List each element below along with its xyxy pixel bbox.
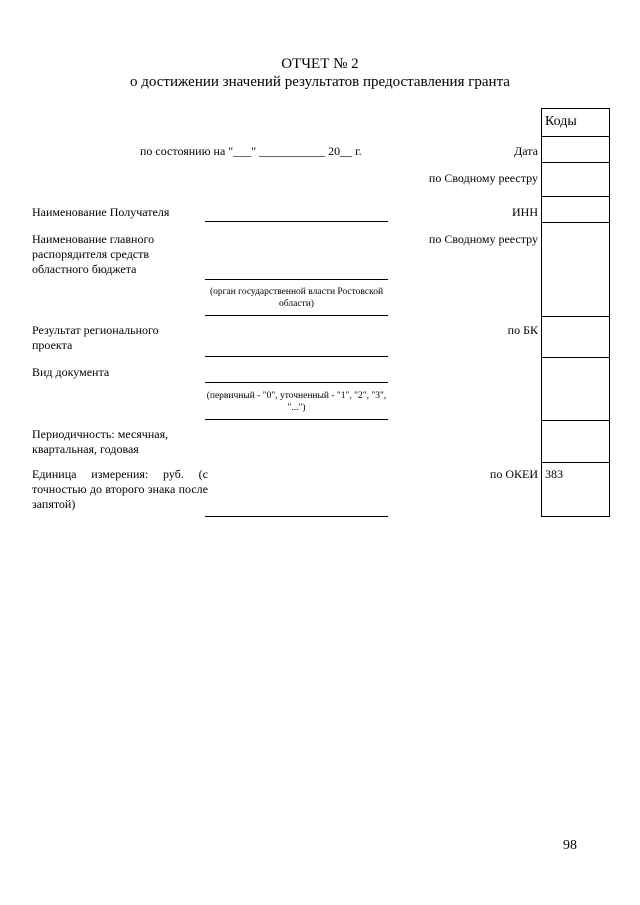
codes-top-border [541,108,609,109]
label-inn: ИНН [512,205,538,219]
codes-divider [541,420,609,421]
codes-left-border [541,108,542,517]
codes-divider [541,162,609,163]
codes-divider [541,196,609,197]
codes-bottom-border [541,516,609,517]
manager-fill-line [205,279,388,280]
codes-divider [541,316,609,317]
doc-type-hint-line [205,419,388,420]
manager-hint: (орган государственной власти Ростовской области) [209,287,384,309]
doc-type-hint: (первичный - "0", уточненный - "1", "2", "3", "...") [206,391,387,413]
codes-divider [541,462,609,463]
recipient-fill-line [205,221,388,222]
label-recipient: Наименование Получателя [32,205,170,219]
doc-type-fill-line [205,382,388,383]
codes-right-border [609,108,610,517]
report-title: ОТЧЕТ № 2 [281,56,359,72]
label-bk: по БК [507,323,538,337]
codes-divider [541,136,609,137]
report-subtitle: о достижении значений результатов предоставления гранта [130,74,510,90]
okei-code-value: 383 [545,467,563,481]
codes-header: Коды [545,114,577,129]
date-line: по состоянию на "___" ___________ 20__ г. [140,144,362,158]
label-registry-1: по Сводному реестру [428,171,538,185]
unit-fill-line [205,516,388,517]
label-okei: по ОКЕИ [489,467,538,481]
label-unit: Единица измерения: руб. (с точностью до второго знака после запятой) [32,467,208,511]
manager-hint-line [205,315,388,316]
label-registry-2: по Сводному реестру [428,232,538,246]
codes-divider [541,357,609,358]
page-number: 98 [563,838,577,853]
label-doc-type: Вид документа [32,365,110,379]
codes-divider [541,222,609,223]
label-manager: Наименование главного распорядителя средств областного бюджета [32,232,155,276]
label-periodicity: Периодичность: месячная, квартальная, годовая [32,427,169,456]
result-fill-line [205,356,388,357]
label-date: Дата [514,144,538,158]
label-result: Результат регионального проекта [32,323,159,352]
